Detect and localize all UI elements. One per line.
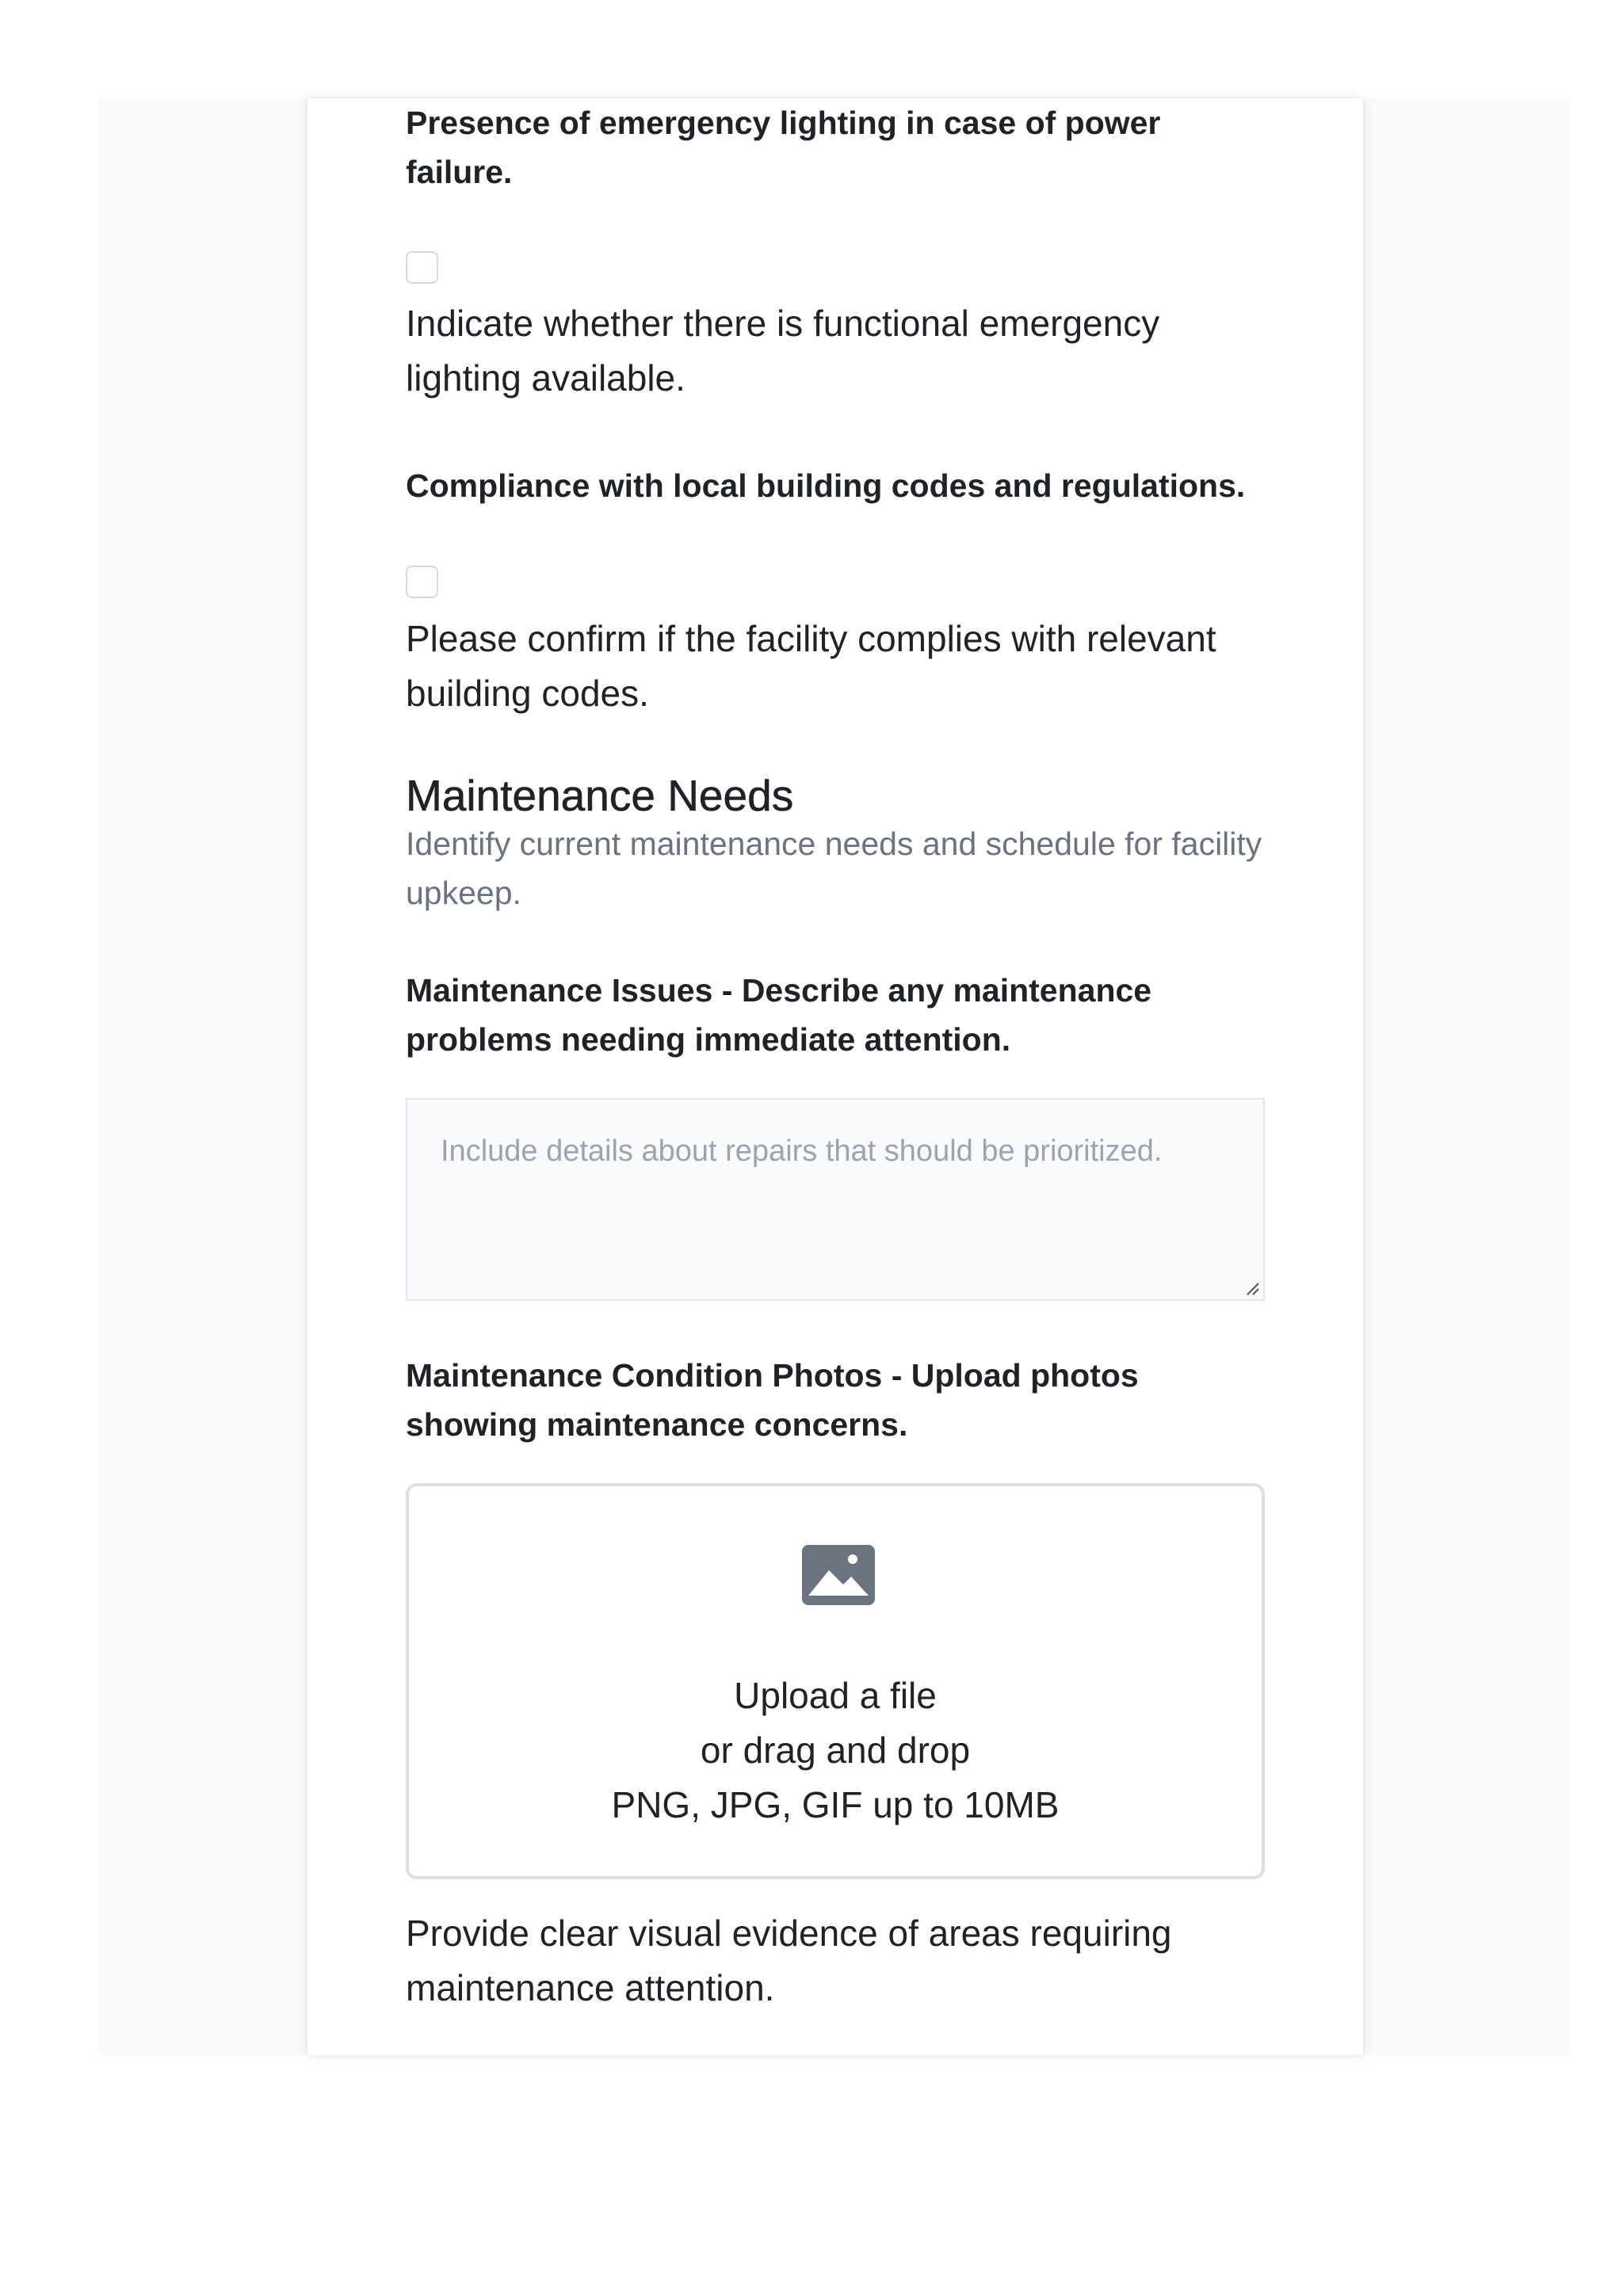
image-icon xyxy=(802,1545,875,1605)
maintenance-photos-help: Provide clear visual evidence of areas requiring maintenance attention. xyxy=(406,1913,1172,2008)
maintenance-issues-textarea[interactable] xyxy=(406,1098,1265,1301)
emergency-lighting-label: Presence of emergency lighting in case of power failure. xyxy=(406,105,1161,190)
photo-upload-dropzone[interactable] xyxy=(406,1483,1265,1879)
form-card xyxy=(307,98,1363,2055)
emergency-lighting-checkbox[interactable] xyxy=(406,251,438,284)
maintenance-issues-wrapper xyxy=(406,1098,1265,1301)
maintenance-issues-label: Maintenance Issues - Describe any maintenance problems needing immediate attention. xyxy=(406,972,1152,1058)
emergency-lighting-help: Indicate whether there is functional emergency lighting available. xyxy=(406,303,1160,399)
maintenance-photos-label: Maintenance Condition Photos - Upload photos showing maintenance concerns. xyxy=(406,1357,1139,1443)
section-title: Maintenance Needs xyxy=(406,771,794,820)
section-description: Identify current maintenance needs and schedule for facility upkeep. xyxy=(406,826,1262,911)
resize-grip-icon[interactable] xyxy=(1243,1279,1260,1296)
upload-formats-text: PNG, JPG, GIF up to 10MB xyxy=(611,1784,1060,1825)
building-codes-checkbox[interactable] xyxy=(406,566,438,598)
building-codes-label: Compliance with local building codes and regulations. xyxy=(406,467,1246,504)
drag-drop-text: or drag and drop xyxy=(700,1730,971,1771)
building-codes-help: Please confirm if the facility complies with relevant building codes. xyxy=(406,618,1216,714)
upload-file-link[interactable]: Upload a file xyxy=(734,1675,937,1716)
